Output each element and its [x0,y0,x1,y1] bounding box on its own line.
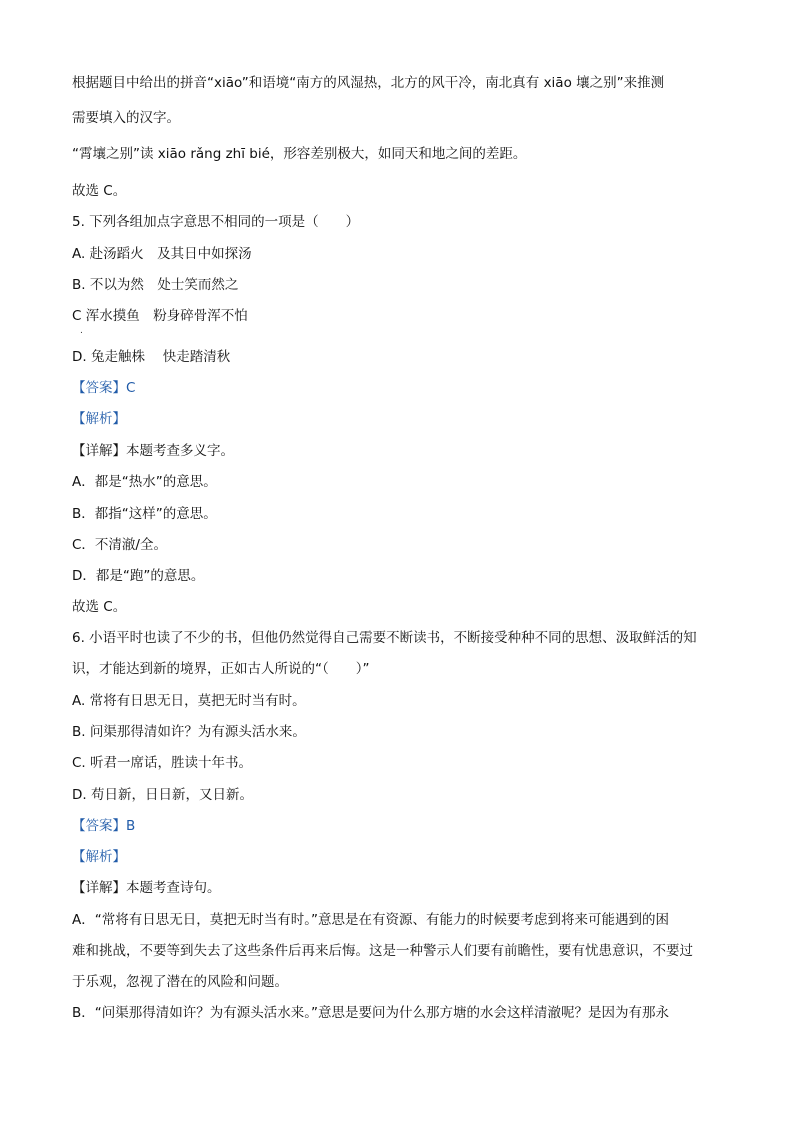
explanation-line-2: 需要填入的汉字。 [72,110,180,126]
choice-conclusion: 故选 C。 [72,183,127,199]
question-5-option-c: C 浑水摸鱼 粉身碎骨浑不怕 [72,308,248,324]
question-5-option-b: B. 不以为然 处士笑而然之 [72,277,239,293]
detail-line: 【详解】本题考查诗句。 [72,880,221,896]
question-6-option-c: C. 听君一席话，胜读十年书。 [72,755,253,771]
question-6-stem-line-1: 6. 小语平时也读了不少的书，但他仍然觉得自己需要不断读书，不断接受种种不同的思想、汲取鲜活的知 [72,630,697,646]
question-6-option-d: D. 苟日新，日日新，又日新。 [72,787,253,803]
question-5-option-d: D. 兔走触株 快走踏清秋 [72,349,231,365]
stray-dot: . [80,326,83,336]
question-6-option-b: B. 问渠那得清如许？为有源头活水来。 [72,724,306,740]
question-5-stem: 5. 下列各组加点字意思不相同的一项是（ ） [72,214,360,230]
explanation-line-1: 根据题目中给出的拼音“xiāo”和语境“南方的风湿热，北方的风干冷，南北真有 xiāo 壤之别”来推测 [72,75,665,91]
answer-label: 【答案】C [72,380,136,396]
detail-b-line-1: B．“问渠那得清如许？为有源头活水来。”意思是要问为什么那方塘的水会这样清澈呢？是因为有那永 [72,1005,669,1021]
choice-conclusion: 故选 C。 [72,599,127,615]
question-6-option-a: A. 常将有日思无日，莫把无时当有时。 [72,693,306,709]
detail-a-line-2: 难和挑战，不要等到失去了这些条件后再来后悔。这是一种警示人们要有前瞻性，要有忧患意识，不要过 [72,943,693,959]
detail-line: 【详解】本题考查多义字。 [72,443,234,459]
detail-b: B．都指“这样”的意思。 [72,506,217,522]
detail-a: A．都是“热水”的意思。 [72,474,217,490]
analysis-label: 【解析】 [72,411,126,427]
detail-a-line-3: 于乐观，忽视了潜在的风险和问题。 [72,974,288,990]
question-5-option-a: A. 赴汤蹈火 及其日中如探汤 [72,246,252,262]
detail-d: D．都是“跑”的意思。 [72,568,205,584]
analysis-label: 【解析】 [72,849,126,865]
answer-label: 【答案】B [72,818,136,834]
detail-a-line-1: A．“常将有日思无日，莫把无时当有时。”意思是在有资源、有能力的时候要考虑到将来可能遇到的困 [72,912,669,928]
question-6-stem-line-2: 识，才能达到新的境界，正如古人所说的“（ ）” [72,661,370,677]
explanation-line-3: “霄壤之别”读 xiāo rǎng zhī bié，形容差别极大，如同天和地之间的差距。 [72,146,527,162]
detail-c: C．不清澈/全。 [72,537,167,553]
